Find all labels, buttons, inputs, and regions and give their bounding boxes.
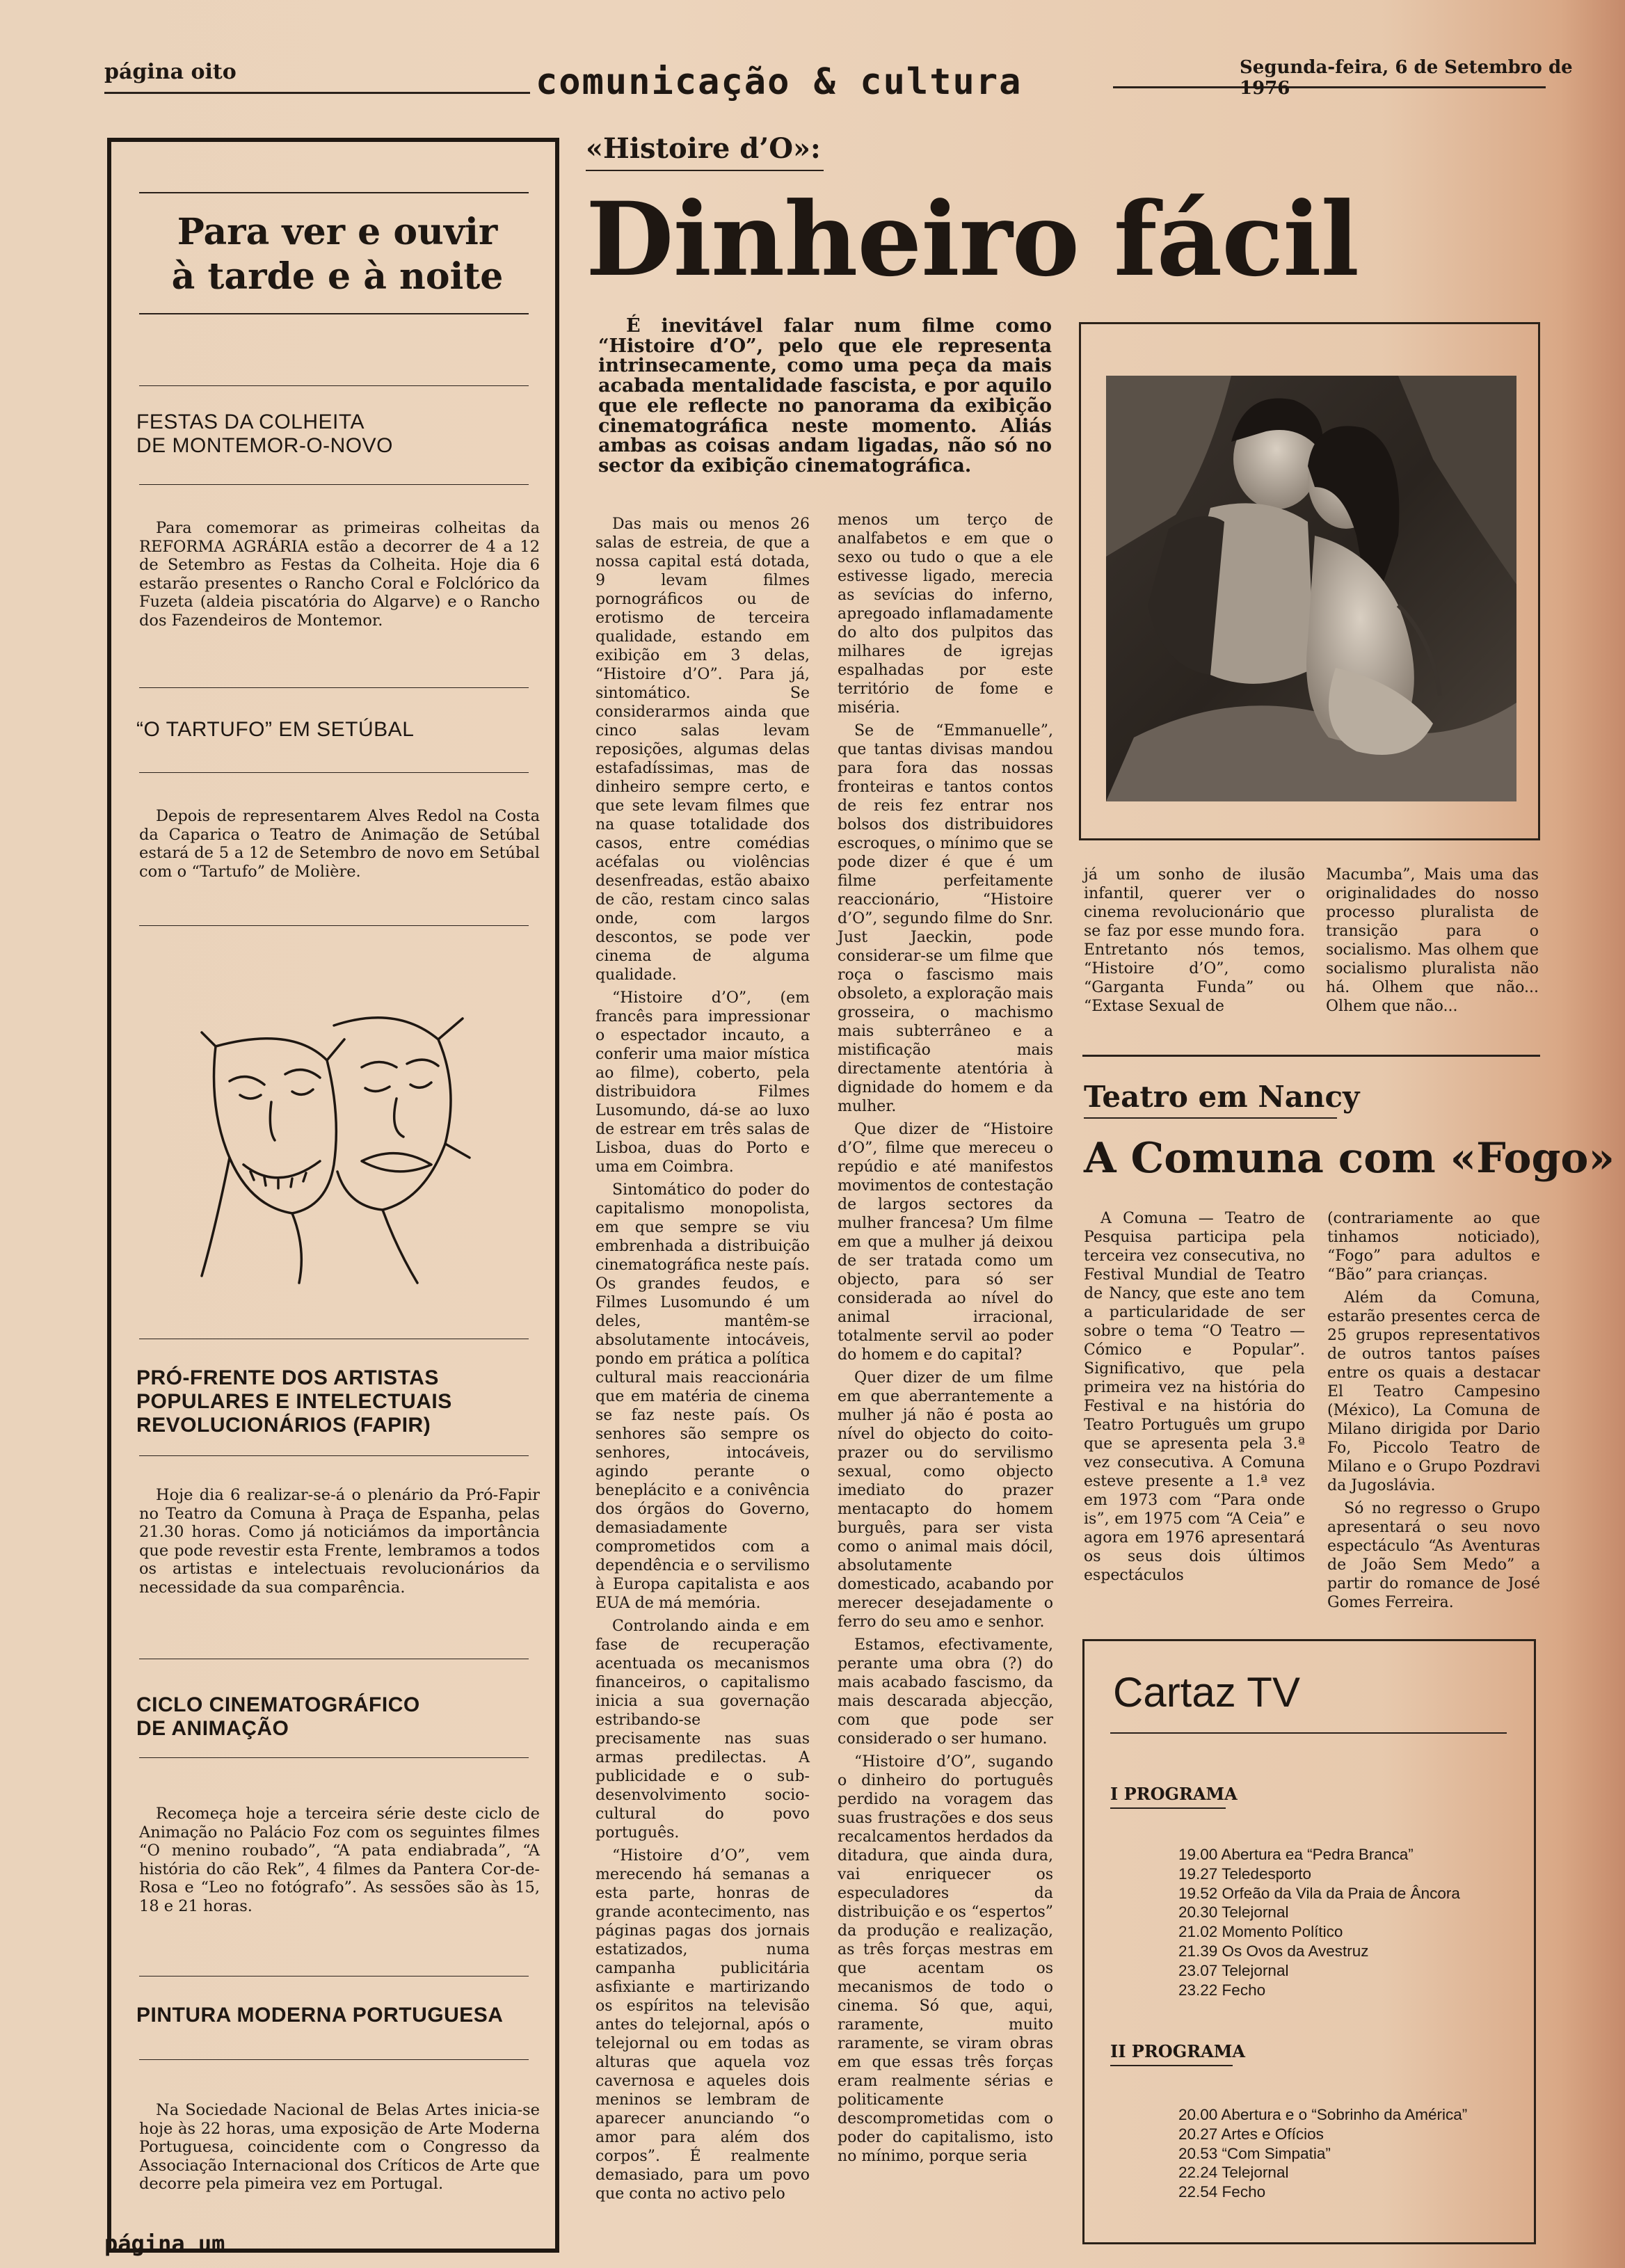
tv-program-2-label: II PROGRAMA [1110,2041,1245,2061]
theatre-kicker: Teatro em Nancy [1084,1080,1360,1114]
article-column-1: Das mais ou menos 26 salas de estreia, de que a nossa capital está dotada, 9 levam filmes pornográficos ou de erotismo de terceira qualidade, estando em exibição em 3 delas, “Histoire d’O”. Para já, sintomático. Se considerarmos ainda que cinco salas levam reposições, algumas delas estafadíssimas, mas de dinheiro sempre certo, e que sete levam filmes que na quase totalidade dos casos, entre comédias acéfalas ou violências desenfreadas, estão abaixo de cão, restam cinco salas onde, com largos descontos, se pode ver cinema de alguma qualidade. “Histoire d’O”, (em francês para impressionar o espectador incauto, a conferir uma maior mística ao filme), coberto, pela distribuidora Filmes Lusomundo, dá-se ao luxo de estrear em três salas de Lisboa, duas do Porto e uma em Coimbra. Sintomático do poder do capitalismo monopolista, em que sempre se viu embrenhada a distribuição cinematográfica neste país. Os grandes feudos, e Filmes Lusomundo é um deles, mantêm-se absolutamente intocáveis, pondo em prática a política cultural mais reaccionária que em matéria de cinema se faz neste país. Os senhores são sempre os senhores, intocáveis, agindo perante o beneplácito e a conivência dos órgãos do Governo, demasiadamente comprometidos com a dependência e o servilismo à Europa capitalista e aos EUA de má memória. Controlando ainda e em fase de recuperação acentuada os mecanismos financeiros, o capitalismo inicia a sua governação estribando-se precisamente nas suas armas predilectas. A publicidade e o sub-desenvolvimento socio-cultural do povo português. “Histoire d’O”, vem merecendo há semanas a esta parte, honras de grande acontecimento, nas páginas pagas dos jornais estatizados, numa campanha publicitária asfixiante e martirizando os espíritos na televisão antes do telejornal, após o telejornal ou em todas as alturas que aquela voz cavernosa e aqueles dois meninos se lembram de aparecer anunciando “o amor para além dos corpos”. É realmente demasiado, para um povo que conta no activo pelo [595,516,810,2203]
theatre-masks-illustration [188,998,494,1290]
sidebar-item-tartufo-text: Depois de representarem Alves Redol na Costa da Caparica o Teatro de Animação de Setúbal estará de 5 a 12 de Setembro de novo em Setúbal com o “Tartufo” de Molière. [139,807,540,881]
tv-program-2-list: 20.00 Abertura e o “Sobrinho da América” 20.27 Artes e Ofícios 20.53 “Com Simpatia” 22.24 Telejornal 22.54 Fecho [1178,2106,1468,2201]
sidebar-item-ciclo-text: Recomeça hoje a terceira série deste ciclo de Animação no Palácio Foz com os seguintes filmes “O menino roubado”, “A pata endiabrada”, “A história do cão Rek”, 4 filmes da Pantera Cor-de-Rosa e “Leo no fotógrafo”. As sessões são às 15, 18 e 21 horas. [139,1805,540,1915]
sidebar-title: Para ver e ouvir à tarde e à noite [171,211,504,298]
article-column-4: Macumba”, Mais uma das originalidades do nosso processo pluralista de transição para o socialismo. Mas olhem que socialismo pluralista não há. Olhem que não... Olhem que não... [1326,866,1539,1015]
sidebar-item-fapir-heading: PRÓ-FRENTE DOS ARTISTAS POPULARES E INTELECTUAIS REVOLUCIONÁRIOS (FAPIR) [136,1366,452,1437]
footer-page-label: página um [104,2230,225,2257]
theatre-column-2: (contrariamente ao que tinhamos noticiado), “Fogo” para adultos e “Bão” para crianças. Além da Comuna, estarão presentes cerca de 25 grupos representativos de outros tantos países entre os quais a destacar El Teatro Campesino (México), La Comuna de Milano dirigida por Dario Fo, Piccolo Teatro de Milano e o Grupo Pozdravi da Jugoslávia. Só no regresso o Grupo apresentará o seu novo espectáculo “As Aventuras de João Sem Medo” a partir do romance de José Gomes Ferreira. [1327,1210,1540,1611]
film-still-photo [1106,376,1516,801]
tv-title: Cartaz TV [1113,1669,1300,1716]
theatre-column-1: A Comuna — Teatro de Pesquisa participa pela terceira vez consecutiva, no Festival Mundial de Teatro de Nancy, que este ano tem a particularidade de ser sobre o tema “O Teatro — Cómico e Popular”. Significativo, que pela primeira vez na história do Festival e na história do Teatro Português um grupo que se apresenta pela 3.ª vez consecutiva. A Comuna esteve presente a 1.ª vez em 1973 com “Para onde is”, em 1975 com “A Ceia” e agora em 1976 apresentará os seus dois últimos espectáculos [1084,1210,1305,1584]
tv-program-1-list: 19.00 Abertura ea “Pedra Branca” 19.27 Teledesporto 19.52 Orfeão da Vila da Praia de Âncora 20.30 Telejornal 21.02 Momento Político 21.39 Os Ovos da Avestruz 23.07 Telejornal 23.22 Fecho [1178,1846,1460,1999]
sidebar-item-festas-text: Para comemorar as primeiras colheitas da REFORMA AGRÁRIA estão a decorrer de 4 a 12 de Setembro as Festas da Colheita. Hoje dia 6 estarão presentes o Rancho Coral e Folclórico da Fuzeta (aldeia piscatória do Algarve) e o Rancho dos Fazendeiros de Montemor. [139,519,540,630]
article-kicker: «Histoire d’O»: [586,132,821,165]
sidebar-item-festas-heading: FESTAS DA COLHEITA DE MONTEMOR-O-NOVO [136,410,393,457]
theatre-headline: A Comuna com «Fogo» [1084,1134,1615,1183]
article-headline: Dinheiro fácil [586,180,1359,299]
sidebar-item-tartufo-heading: “O TARTUFO” EM SETÚBAL [136,718,415,741]
page-label: página oito [104,60,237,84]
section-title: comunicação & cultura [536,61,1023,103]
sidebar-box [107,138,559,2253]
article-lede: É inevitável falar num filme como “Histoire d’O”, pelo que ele representa intrinsecamente, como uma peça da mais acabada mentalidade fascista, e por aquilo que ele reflecte no panorama da exibição cinematográfica neste momento. Aliás ambas as coisas andam ligadas, não só no sector da exibição cinematográfica. [598,315,1052,477]
tv-program-1-label: I PROGRAMA [1110,1784,1238,1804]
sidebar-item-pintura-heading: PINTURA MODERNA PORTUGUESA [136,2004,504,2027]
sidebar-item-pintura-text: Na Sociedade Nacional de Belas Artes inicia-se hoje às 22 horas, uma exposição de Arte Moderna Portuguesa, coincidente com o Congresso da Associação Internacional dos Críticos de Arte que decorre pela pimeira vez em Portugal. [139,2101,540,2193]
issue-date: Segunda-feira, 6 de Setembro de 1976 [1240,57,1573,99]
article-column-2: menos um terço de analfabetos e em que o sexo ou tudo o que a ele estivesse ligado, merecia as sevícias do inferno, apregoado inflamadamente do alto dos pulpitos das milhares de igrejas espalhadas por este território de fome e miséria. Se de “Emmanuelle”, que tantas divisas mandou para fora das nossas fronteiras e tantos contos de reis fez entrar nos bolsos dos distribuidores escroques, o mínimo que se pode dizer é que é um filme perfeitamente reaccionário, “Histoire d’O”, segundo filme do Snr. Just Jaeckin, pode considerar-se um filme que roça o fascismo mais obsoleto, a exploração mais grosseira, o machismo mais subterrâneo e a mistificação mais directamente atentória à dignidade do homem e da mulher. Que dizer de “Histoire d’O”, filme que mereceu o repúdio e até manifestos movimentos de contestação de largos sectores da mulher francesa? Um filme em que a mulher já deixou de ser tratada como um objecto, para só ser considerada ao nível do animal irracional, totalmente servil ao poder do homem e do capital? Quer dizer de um filme em que aberrantemente a mulher já não é posta ao nível do objecto do coito-prazer ou do servilismo sexual, como objecto imediato do prazer mentacapto do homem burguês, para ser vista como o animal mais dócil, absolutamente domesticado, acabando por merecer desejadamente o ferro do seu amo e senhor. Estamos, efectivamente, perante uma obra (?) do mais acabado fascismo, da mais descarada abjecção, com que pode ser considerado o ser humano. “Histoire d’O”, sugando o dinheiro do português perdido na voragem das suas frustrações e dos seus recalcamentos herdados da ditadura, que ainda dura, vai enriquecer os especuladores da distribuição e os “espertos” da produção e realização, as três forças mestras em que acentam os mecanismos de todo o cinema. Só que, aqui, raramente, muito raramente, se viram obras em que essas três forças eram realmente sérias e politicamente descomprometidas com o poder do capitalismo, isto no mínimo, porque seria [838,511,1053,2165]
sidebar-item-ciclo-heading: CICLO CINEMATOGRÁFICO DE ANIMAÇÃO [136,1693,420,1740]
article-column-3: já um sonho de ilusão infantil, querer ver o cinema revolucionário que se faz por esse mundo fora. Entretanto nós temos, “Histoire d’O”, como “Garganta Funda” ou “Extase Sexual de [1084,866,1305,1015]
sidebar-item-fapir-text: Hoje dia 6 realizar-se-á o plenário da Pró-Fapir no Teatro da Comuna à Praça de Espanha, pelas 21.30 horas. Como já noticiámos da importância que pode revestir esta Frente, lembramos a todos os artistas e intelectuais revolucionários da necessidade da sua comparência. [139,1486,540,1597]
header-rule-left [104,92,530,94]
